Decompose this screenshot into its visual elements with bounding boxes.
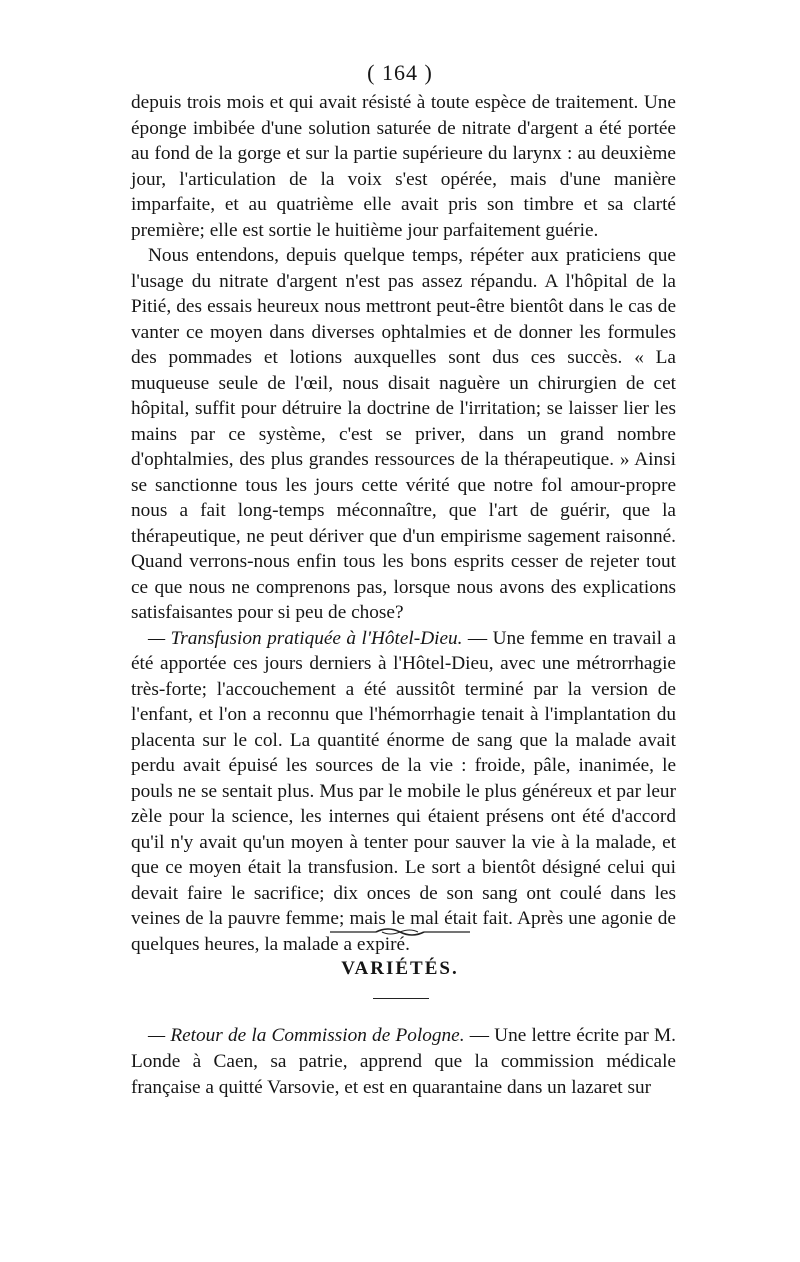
main-text <box>131 90 676 957</box>
title-rule <box>373 998 429 999</box>
paragraph-transfusion <box>131 626 676 958</box>
commission-body: — Une lettre écrite par M. Londe à Caen, sa patrie, apprend que la commission médicale française a quitté Varsovie, et est en quarantaine dans un lazaret sur <box>131 1025 676 1098</box>
paragraph-continuation: depuis trois mois et qui avait résisté à toute espèce de traitement. Une éponge imbibée d'une solution saturée de nitrate d'argent a été portée au fond de la gorge et sur la partie supérieure du larynx : au deuxième jour, l'articulation de la voix s'est opérée, mais d'une manière imparfaite, et au quatrième elle avait pris son timbre et sa clarté première; elle est sortie le huitième jour parfaitement guérie. <box>131 92 676 241</box>
transfusion-heading: — Transfusion pratiquée à l'Hôtel-Dieu. <box>148 627 463 649</box>
transfusion-body: — Une femme en travail a été apportée ces jours derniers à l'Hôtel-Dieu, avec une métrorrhagie très-forte; l'accouchement a été aussitôt terminé par la version de l'enfant, et l'on a reconnu que l'hémorrhagie tenait à l'implantation du placenta sur le col. La quantité énorme de sang que la malade avait perdu avait épuisé les sources de la vie : froide, pâle, inanimée, le pouls ne se sentait plus. Mus par le mobile le plus généreux et par leur zèle pour la science, les internes qui étaient présens ont été d'accord qu'il n'y avait qu'un moyen à tenter pour sauver la vie à la malade, et que ce moyen était la transfusion. Le sort a bientôt désigné celui qui devait faire le sacrifice; dix onces de son sang ont coulé dans les veines de la pauvre femme; mais le mal était fait. Après une agonie de quelques heures, la malade a expiré. <box>131 627 676 955</box>
paragraph-commission <box>131 1023 676 1101</box>
ornament-divider <box>330 925 470 939</box>
page-number: ( 164 ) <box>367 60 433 85</box>
paragraph-nitrate: Nous entendons, depuis quelque temps, répéter aux praticiens que l'usage du nitrate d'argent n'est pas assez répandu. A l'hôpital de la Pitié, des essais heureux nous mettront peut-être bientôt dans le cas de vanter ce moyen dans diverses ophtalmies et de donner les formules des pommades et lotions auxquelles sont dus ces succès. « La muqueuse seule de l'œil, nous disait naguère un chirurgien de cet hôpital, suffit pour détruire la doctrine de l'irritation; se laisser lier les mains par ce système, c'est se priver, dans un grand nombre d'ophtalmies, des plus grandes ressources de la thérapeutique. » Ainsi se sanctionne tous les jours cette vérité que notre fol amour-propre nous a fait long-temps méconnaître, que l'art de guérir, que la thérapeutique, ne peut dériver que d'un empirisme sagement raisonné. Quand verrons-nous enfin tous les bons esprits cesser de rejeter tout ce que nous ne comprenons pas, lorsque nous avons des explications satisfaisantes pour si peu de chose? <box>131 245 676 623</box>
commission-heading: — Retour de la Commission de Pologne. <box>148 1025 465 1046</box>
section-title-varietes: VARIÉTÉS. <box>341 958 459 979</box>
varietes-text <box>131 1023 676 1101</box>
